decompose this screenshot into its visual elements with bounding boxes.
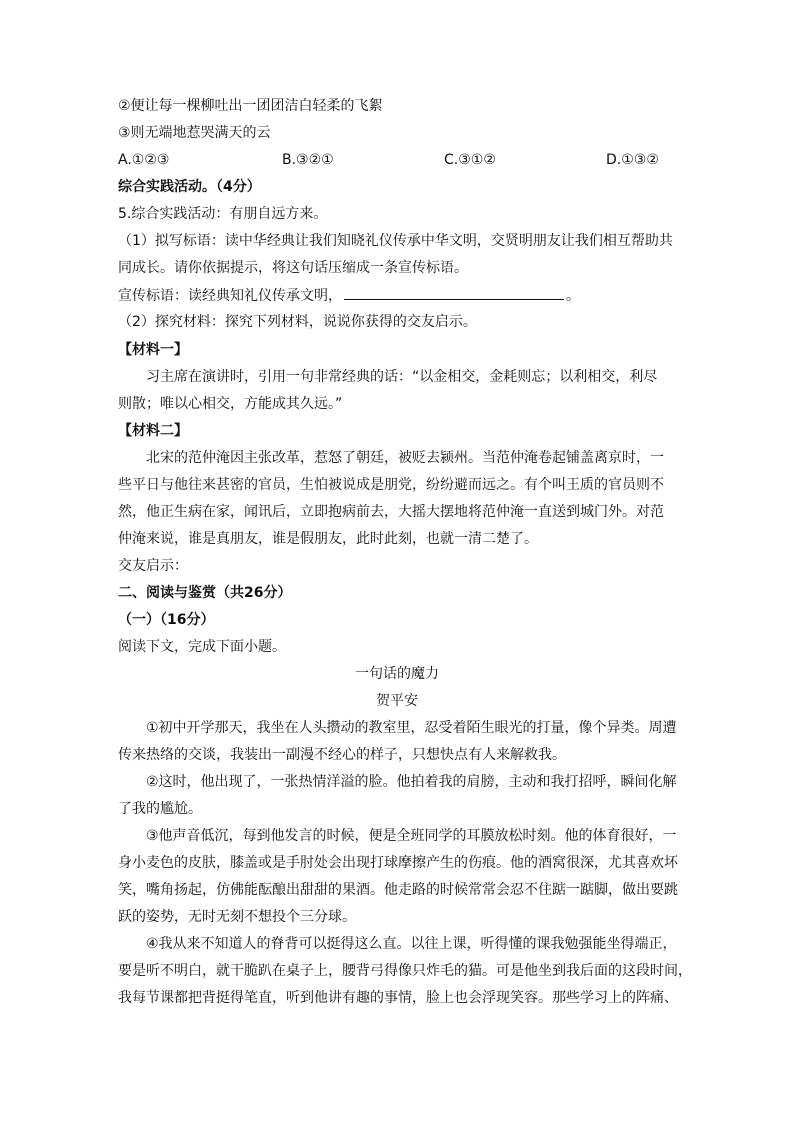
article-title: 一句话的魔力 xyxy=(355,666,439,682)
question-5-1-line-1: （1）拟写标语：读中华经典让我们知晓礼仪传承中华文明，交贤明朋友让我们相互帮助共 xyxy=(118,233,673,249)
paragraph-4-line-2: 要是听不明白，就干脆趴在桌子上，腰背弓得像只炸毛的猫。可是他坐到我后面的这段时间， xyxy=(118,963,692,979)
question-5: 5.综合实践活动：有朋自远方来。 xyxy=(118,206,328,222)
material-1-heading: 【材料一】 xyxy=(118,342,188,358)
section-2-heading: 二、阅读与鉴赏（共26分） xyxy=(118,585,292,601)
material-2-line-1: 北宋的范仲淹因主张改革，惹怒了朝廷，被贬去颍州。当范仲淹卷起铺盖离京时，一 xyxy=(146,450,664,466)
paragraph-3-line-3: 笑，嘴角扬起，仿佛能酝酿出甜甜的果酒。他走路的时候常常会忍不住踮一踮脚，做出要跳 xyxy=(118,882,678,898)
section-heading-practice: 综合实践活动。（4分） xyxy=(118,179,261,195)
part-1-heading: （一）（16分） xyxy=(118,612,215,628)
article-author: 贺平安 xyxy=(376,693,418,709)
material-1-line-2: 则散；唯以心相交，方能成其久远。” xyxy=(118,396,343,412)
slogan-line xyxy=(118,285,580,306)
poem-line-2: ②便让每一棵柳吐出一团团洁白轻柔的飞絮 xyxy=(118,98,383,114)
paragraph-4-line-3: 我每节课都把背挺得笔直，听到他讲有趣的事情，脸上也会浮现笑容。那些学习上的阵痛、 xyxy=(118,990,678,1006)
material-2-line-2: 些平日与他往来甚密的官员，生怕被说成是朋党，纷纷避而远之。有个叫王质的官员则不 xyxy=(118,477,664,493)
question-5-1-line-2: 同成长。请你依据提示，将这句话压缩成一条宣传标语。 xyxy=(118,260,468,276)
paragraph-3-line-2: 身小麦色的皮肤，膝盖或是手肘处会出现打球摩擦产生的伤痕。他的酒窝很深，尤其喜欢坏 xyxy=(118,855,678,871)
option-c: C.③①② xyxy=(444,152,496,168)
material-2-line-3: 然，他正生病在家，闻讯后，立即抱病前去，大摇大摆地将范仲淹一直送到城门外。对范 xyxy=(118,504,664,520)
answer-blank[interactable] xyxy=(344,285,564,300)
paragraph-2-line-2: 了我的尴尬。 xyxy=(118,801,202,817)
option-a: A.①②③ xyxy=(118,152,170,168)
paragraph-3-line-1: ③他声音低沉，每到他发言的时候，便是全班同学的耳膜放松时刻。他的体育很好，一 xyxy=(146,828,677,844)
slogan-prefix: 宣传标语：读经典知礼仪传承文明， xyxy=(118,288,342,304)
question-5-2: （2）探究材料：探究下列材料，说说你获得的交友启示。 xyxy=(118,314,477,330)
material-2-heading: 【材料二】 xyxy=(118,423,188,439)
reading-instruction: 阅读下文，完成下面小题。 xyxy=(118,639,286,655)
material-1-line-1: 习主席在演讲时，引用一句非常经典的话：“以金相交，金耗则忘；以利相交，利尽 xyxy=(146,369,658,385)
option-d: D.①③② xyxy=(606,152,659,168)
paragraph-2-line-1: ②这时，他出现了，一张热情洋溢的脸。他拍着我的肩膀，主动和我打招呼，瞬间化解 xyxy=(146,774,677,790)
poem-line-3: ③则无端地惹哭满天的云 xyxy=(118,125,271,141)
paragraph-4-line-1: ④我从来不知道人的脊背可以挺得这么直。以往上课，听得懂的课我勉强能坐得端正， xyxy=(146,936,677,952)
material-2-line-4: 仲淹来说，谁是真朋友，谁是假朋友，此时此刻，也就一清二楚了。 xyxy=(118,531,538,547)
option-b: B.③②① xyxy=(282,152,334,168)
friendship-hint-label: 交友启示： xyxy=(118,558,188,574)
paragraph-1-line-2: 传来热络的交谈，我装出一副漫不经心的样子，只想快点有人来解救我。 xyxy=(118,747,566,763)
slogan-suffix: 。 xyxy=(566,288,580,304)
paragraph-1-line-1: ①初中开学那天，我坐在人头攒动的教室里，忍受着陌生眼光的打量，像个异类。周遭 xyxy=(146,720,677,736)
paragraph-3-line-4: 跃的姿势，无时无刻不想投个三分球。 xyxy=(118,909,356,925)
